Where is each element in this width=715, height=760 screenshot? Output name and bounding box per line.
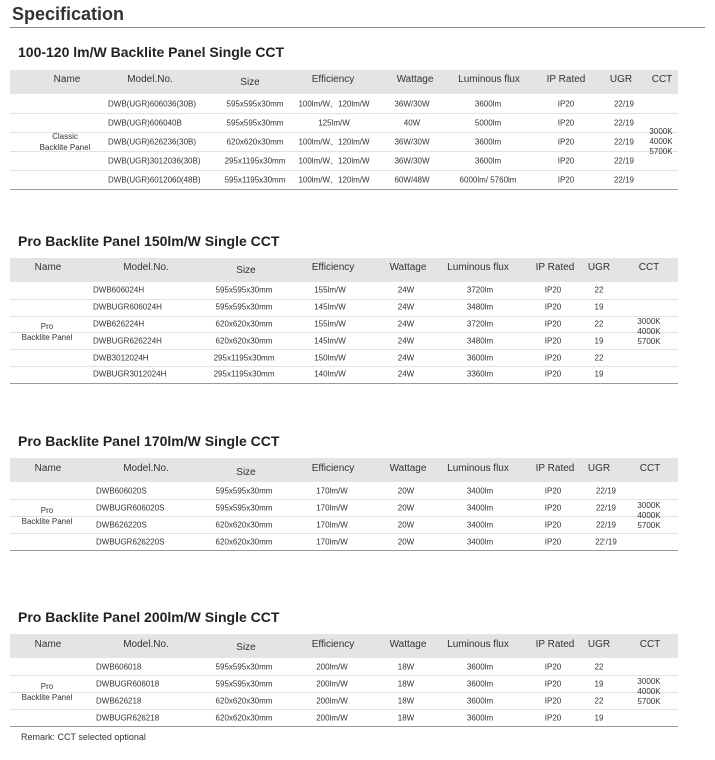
title-divider — [10, 27, 705, 28]
section-title: Pro Backlite Panel 150lm/W Single CCT — [18, 233, 280, 249]
model-cell: DWB626224H — [93, 319, 145, 329]
luminous-flux-cell: 3720lm — [466, 319, 494, 329]
ugr-cell: 22/19 — [595, 486, 617, 495]
header-model: Model.No. — [123, 262, 169, 273]
product-name-line: Backlite Panel — [21, 693, 73, 702]
model-cell: DWBUGR626218 — [96, 713, 160, 722]
wattage-cell: 60W/48W — [394, 175, 430, 184]
luminous-flux-cell: 3600lm — [474, 156, 502, 165]
table-row — [10, 299, 678, 317]
efficiency-cell: 155lm/W — [314, 285, 346, 295]
ugr-cell: 19 — [594, 302, 604, 312]
size-cell: 595x595x30mm — [215, 302, 273, 312]
wattage-cell: 20W — [397, 520, 415, 529]
table-header — [10, 258, 678, 282]
header-size: Size — [240, 77, 260, 88]
luminous-flux-cell: 3400lm — [466, 537, 494, 546]
model-cell: DWBUGR606020S — [96, 503, 165, 512]
header-cct: CCT — [638, 262, 660, 273]
efficiency-cell: 170lm/W — [316, 503, 348, 512]
model-cell: DWB(UGR)6012060(48B) — [108, 175, 201, 184]
header-ip-rated: IP Rated — [535, 262, 575, 273]
ugr-cell: 22/19 — [595, 520, 617, 529]
efficiency-cell: 145lm/W — [314, 302, 346, 312]
wattage-cell: 24W — [397, 336, 415, 346]
efficiency-cell: 100lm/W、120lm/W — [298, 175, 370, 184]
wattage-cell: 36W/30W — [394, 99, 430, 108]
size-cell: 295x1195x30mm — [213, 369, 275, 379]
ugr-cell: 22'/19 — [595, 537, 617, 546]
table-bottom-rule — [10, 550, 678, 551]
section-title: 100-120 lm/W Backlite Panel Single CCT — [18, 44, 285, 60]
model-cell: DWBUGR606018 — [96, 679, 160, 688]
wattage-cell: 18W — [397, 662, 415, 671]
header-size: Size — [236, 642, 256, 653]
cct-value: 3000K — [649, 126, 673, 136]
header-wattage: Wattage — [389, 463, 427, 474]
header-ugr: UGR — [587, 639, 611, 650]
model-cell: DWB(UGR)3012036(30B) — [108, 156, 201, 165]
header-wattage: Wattage — [396, 74, 434, 85]
table-row — [10, 332, 678, 350]
model-cell: DWB3012024H — [93, 353, 149, 363]
table-row — [10, 692, 678, 710]
efficiency-cell: 150lm/W — [314, 353, 346, 363]
header-ugr: UGR — [587, 463, 611, 474]
size-cell: 620x620x30mm — [215, 713, 273, 722]
cct-value: 4000K — [637, 327, 661, 337]
header-wattage: Wattage — [389, 262, 427, 273]
table-row — [10, 499, 678, 517]
product-name-line: Pro — [40, 506, 54, 515]
table-row — [10, 482, 678, 500]
luminous-flux-cell: 3600lm — [466, 696, 494, 705]
ip-rated-cell: IP20 — [557, 118, 575, 127]
ugr-cell: 22 — [594, 662, 604, 671]
model-cell: DWBUGR626224H — [93, 336, 162, 346]
wattage-cell: 24W — [397, 369, 415, 379]
wattage-cell: 36W/30W — [394, 156, 430, 165]
table-row — [10, 366, 678, 384]
ip-rated-cell: IP20 — [544, 285, 562, 295]
ip-rated-cell: IP20 — [557, 137, 575, 146]
ugr-cell: 22/19 — [613, 175, 635, 184]
model-cell: DWBUGR3012024H — [93, 369, 167, 379]
header-efficiency: Efficiency — [311, 639, 355, 650]
luminous-flux-cell: 3600lm — [466, 662, 494, 671]
luminous-flux-cell: 3400lm — [466, 503, 494, 512]
luminous-flux-cell: 3480lm — [466, 302, 494, 312]
header-name: Name — [34, 262, 62, 273]
table-bottom-rule — [10, 189, 678, 190]
efficiency-cell: 100lm/W、120lm/W — [298, 156, 370, 165]
header-efficiency: Efficiency — [311, 262, 355, 273]
luminous-flux-cell: 3400lm — [466, 520, 494, 529]
luminous-flux-cell: 5000lm — [474, 118, 502, 127]
header-model: Model.No. — [127, 74, 173, 85]
table-header — [10, 634, 678, 658]
wattage-cell: 40W — [403, 118, 421, 127]
cct-value: 5700K — [649, 146, 673, 156]
cct-cell — [649, 127, 672, 157]
wattage-cell: 24W — [397, 285, 415, 295]
ugr-cell: 22/19 — [613, 137, 635, 146]
cct-value: 4000K — [649, 136, 673, 146]
cct-value: 5700K — [637, 337, 661, 347]
ip-rated-cell: IP20 — [544, 696, 562, 705]
ugr-cell: 22 — [594, 319, 604, 329]
table-row — [10, 151, 678, 171]
header-ugr: UGR — [609, 74, 633, 85]
size-cell: 595x595x30mm — [215, 285, 273, 295]
size-cell: 595x595x30mm — [215, 679, 273, 688]
efficiency-cell: 170lm/W — [316, 486, 348, 495]
table-row — [10, 533, 678, 551]
luminous-flux-cell: 3720lm — [466, 285, 494, 295]
product-name-line: Classic — [52, 131, 78, 141]
section-title: Pro Backlite Panel 200lm/W Single CCT — [18, 609, 280, 625]
size-cell: 295x1195x30mm — [224, 156, 286, 165]
efficiency-cell: 200lm/W — [316, 713, 348, 722]
wattage-cell: 20W — [397, 486, 415, 495]
efficiency-cell: 100lm/W、120lm/W — [298, 137, 370, 146]
header-name: Name — [34, 463, 62, 474]
efficiency-cell: 125lm/W — [318, 118, 350, 127]
ugr-cell: 22 — [594, 696, 604, 705]
table-bottom-rule — [10, 383, 678, 384]
model-cell: DWB(UGR)606040B — [108, 118, 182, 127]
model-cell: DWB606024H — [93, 285, 145, 295]
product-name-cell — [40, 131, 91, 153]
size-cell: 595x595x30mm — [226, 118, 284, 127]
size-cell: 595x1195x30mm — [224, 175, 286, 184]
header-model: Model.No. — [123, 463, 169, 474]
wattage-cell: 24W — [397, 302, 415, 312]
table-row — [10, 675, 678, 693]
table-row — [10, 94, 678, 114]
cct-cell — [637, 317, 660, 347]
ip-rated-cell: IP20 — [544, 319, 562, 329]
ip-rated-cell: IP20 — [544, 369, 562, 379]
efficiency-cell: 140lm/W — [314, 369, 346, 379]
ip-rated-cell: IP20 — [544, 662, 562, 671]
cct-value: 5700K — [637, 521, 661, 530]
efficiency-cell: 200lm/W — [316, 679, 348, 688]
efficiency-cell: 155lm/W — [314, 319, 346, 329]
page-title: Specification — [12, 4, 125, 24]
size-cell: 595x595x30mm — [215, 662, 273, 671]
ip-rated-cell: IP20 — [557, 156, 575, 165]
ip-rated-cell: IP20 — [544, 486, 562, 495]
header-size: Size — [236, 265, 256, 276]
product-name-cell — [22, 321, 73, 343]
ip-rated-cell: IP20 — [544, 353, 562, 363]
ugr-cell: 22/19 — [613, 118, 635, 127]
ugr-cell: 19 — [594, 679, 604, 688]
header-luminous-flux: Luminous flux — [458, 74, 520, 85]
ip-rated-cell: IP20 — [544, 713, 562, 722]
luminous-flux-cell: 3600lm — [466, 353, 494, 363]
table-bottom-rule — [10, 726, 678, 727]
ip-rated-cell: IP20 — [544, 520, 562, 529]
model-cell: DWBUGR606024H — [93, 302, 162, 312]
wattage-cell: 24W — [397, 353, 415, 363]
cct-value: 5700K — [637, 697, 661, 706]
product-name-cell — [22, 681, 73, 703]
luminous-flux-cell: 3360lm — [466, 369, 494, 379]
ugr-cell: 19 — [594, 336, 604, 346]
model-cell: DWB626220S — [96, 520, 147, 529]
wattage-cell: 18W — [397, 679, 415, 688]
header-luminous-flux: Luminous flux — [447, 262, 509, 273]
table-row — [10, 282, 678, 300]
table-header — [10, 70, 678, 94]
size-cell: 620x620x30mm — [226, 137, 284, 146]
ugr-cell: 19 — [594, 713, 604, 722]
table-row — [10, 516, 678, 534]
luminous-flux-cell: 3600lm — [466, 679, 494, 688]
luminous-flux-cell: 6000lm/ 5760lm — [459, 175, 517, 184]
ip-rated-cell: IP20 — [557, 175, 575, 184]
efficiency-cell: 170lm/W — [316, 537, 348, 546]
model-cell: DWB(UGR)606036(30B) — [108, 99, 197, 108]
size-cell: 620x620x30mm — [215, 696, 273, 705]
header-luminous-flux: Luminous flux — [447, 639, 509, 650]
ugr-cell: 22/19 — [595, 503, 617, 512]
ugr-cell: 22/19 — [613, 99, 635, 108]
header-model: Model.No. — [123, 639, 169, 650]
product-name-line: Pro — [40, 322, 54, 332]
header-cct: CCT — [639, 463, 661, 474]
table-row — [10, 709, 678, 727]
table-row — [10, 170, 678, 190]
wattage-cell: 20W — [397, 537, 415, 546]
header-ip-rated: IP Rated — [546, 74, 586, 85]
header-efficiency: Efficiency — [311, 463, 355, 474]
table-row — [10, 132, 678, 152]
cct-value: 3000K — [637, 501, 661, 510]
product-name-line: Pro — [40, 682, 54, 691]
wattage-cell: 20W — [397, 503, 415, 512]
section-title: Pro Backlite Panel 170lm/W Single CCT — [18, 433, 280, 449]
size-cell: 620x620x30mm — [215, 336, 273, 346]
efficiency-cell: 100lm/W、120lm/W — [298, 99, 370, 108]
cct-value: 3000K — [637, 317, 661, 327]
cct-cell — [637, 501, 660, 531]
ugr-cell: 22 — [594, 353, 604, 363]
header-wattage: Wattage — [389, 639, 427, 650]
table-header — [10, 458, 678, 482]
header-size: Size — [236, 467, 256, 478]
product-name-cell — [22, 505, 73, 527]
ugr-cell: 22/19 — [613, 156, 635, 165]
wattage-cell: 18W — [397, 696, 415, 705]
cct-cell — [637, 677, 660, 707]
model-cell: DWB(UGR)626236(30B) — [108, 137, 197, 146]
size-cell: 595x595x30mm — [215, 503, 273, 512]
header-ip-rated: IP Rated — [535, 639, 575, 650]
size-cell: 295x1195x30mm — [213, 353, 275, 363]
efficiency-cell: 145lm/W — [314, 336, 346, 346]
product-name-line: Backlite Panel — [21, 333, 73, 343]
size-cell: 595x595x30mm — [226, 99, 284, 108]
cct-value: 4000K — [637, 511, 661, 520]
header-cct: CCT — [651, 74, 673, 85]
ip-rated-cell: IP20 — [544, 302, 562, 312]
size-cell: 620x620x30mm — [215, 520, 273, 529]
header-ugr: UGR — [587, 262, 611, 273]
model-cell: DWB626218 — [96, 696, 142, 705]
remark-note: Remark: CCT selected optional — [21, 732, 146, 742]
efficiency-cell: 200lm/W — [316, 696, 348, 705]
header-efficiency: Efficiency — [311, 74, 355, 85]
header-cct: CCT — [639, 639, 661, 650]
model-cell: DWB606018 — [96, 662, 142, 671]
ip-rated-cell: IP20 — [544, 503, 562, 512]
ip-rated-cell: IP20 — [544, 679, 562, 688]
ip-rated-cell: IP20 — [544, 537, 562, 546]
table-row — [10, 113, 678, 133]
size-cell: 595x595x30mm — [215, 486, 273, 495]
table-row — [10, 658, 678, 676]
luminous-flux-cell: 3600lm — [474, 99, 502, 108]
ip-rated-cell: IP20 — [557, 99, 575, 108]
wattage-cell: 18W — [397, 713, 415, 722]
cct-value: 4000K — [637, 687, 661, 696]
table-row — [10, 349, 678, 367]
ugr-cell: 19 — [594, 369, 604, 379]
model-cell: DWBUGR626220S — [96, 537, 165, 546]
size-cell: 620x620x30mm — [215, 319, 273, 329]
ugr-cell: 22 — [594, 285, 604, 295]
header-luminous-flux: Luminous flux — [447, 463, 509, 474]
table-row — [10, 316, 678, 334]
cct-value: 3000K — [637, 677, 661, 686]
luminous-flux-cell: 3600lm — [474, 137, 502, 146]
header-name: Name — [53, 74, 81, 85]
product-name-line: Backlite Panel — [21, 517, 73, 526]
luminous-flux-cell: 3480lm — [466, 336, 494, 346]
efficiency-cell: 200lm/W — [316, 662, 348, 671]
size-cell: 620x620x30mm — [215, 537, 273, 546]
wattage-cell: 36W/30W — [394, 137, 430, 146]
efficiency-cell: 170lm/W — [316, 520, 348, 529]
wattage-cell: 24W — [397, 319, 415, 329]
luminous-flux-cell: 3600lm — [466, 713, 494, 722]
ip-rated-cell: IP20 — [544, 336, 562, 346]
model-cell: DWB606020S — [96, 486, 147, 495]
header-ip-rated: IP Rated — [535, 463, 575, 474]
header-name: Name — [34, 639, 62, 650]
product-name-line: Backlite Panel — [39, 142, 91, 152]
luminous-flux-cell: 3400lm — [466, 486, 494, 495]
